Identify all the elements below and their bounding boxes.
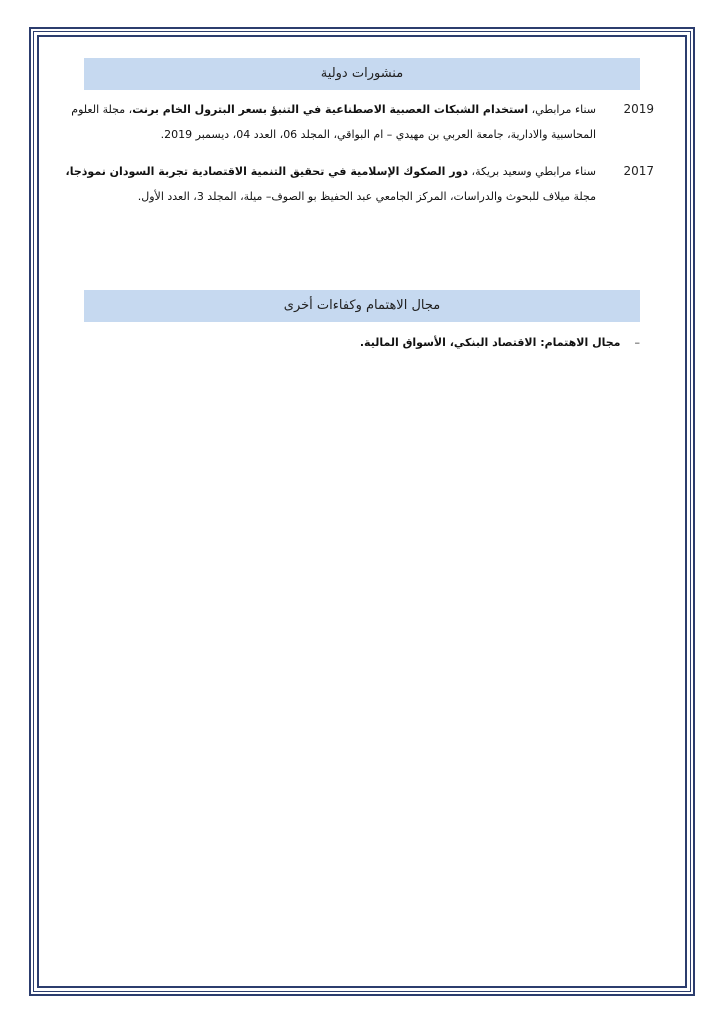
publication-authors: سناء مرابطي، (528, 103, 596, 116)
interest-item (300, 333, 640, 353)
list-dash: – (634, 336, 640, 349)
section-header-international-publications: منشورات دولية (84, 58, 640, 90)
publication-details: ، مجلة العلوم المحاسبية والادارية، جامعة العربي بن مهيدي – ام البواقي، المجلد 06، العدد 04، ديسمبر 2019. (71, 103, 596, 141)
publication-year: 2017 (623, 164, 654, 178)
publication-entry (71, 97, 654, 149)
publication-entry (65, 159, 654, 211)
interest-text: مجال الاهتمام: الاقتصاد البنكي، الأسواق المالية. (359, 336, 621, 349)
publication-title: استخدام الشبكات العصبية الاصطناعية في التنبؤ بسعر البترول الخام برنت (132, 103, 529, 116)
publication-title: دور الصكوك الإسلامية في تحقيق التنمية الاقتصادية تجربة السودان نموذجا، (65, 165, 469, 178)
publication-year: 2019 (623, 102, 654, 116)
publication-text (64, 97, 596, 147)
publication-authors: سناء مرابطي وسعيد بريكة، (468, 165, 596, 178)
publication-details: مجلة ميلاف للبحوث والدراسات، المركز الجامعي عبد الحفيظ بو الصوف– ميلة، المجلد 3، العدد الأول. (137, 190, 596, 203)
section-header-interests: مجال الاهتمام وكفاءات أخرى (84, 290, 640, 322)
publication-text (64, 159, 596, 209)
